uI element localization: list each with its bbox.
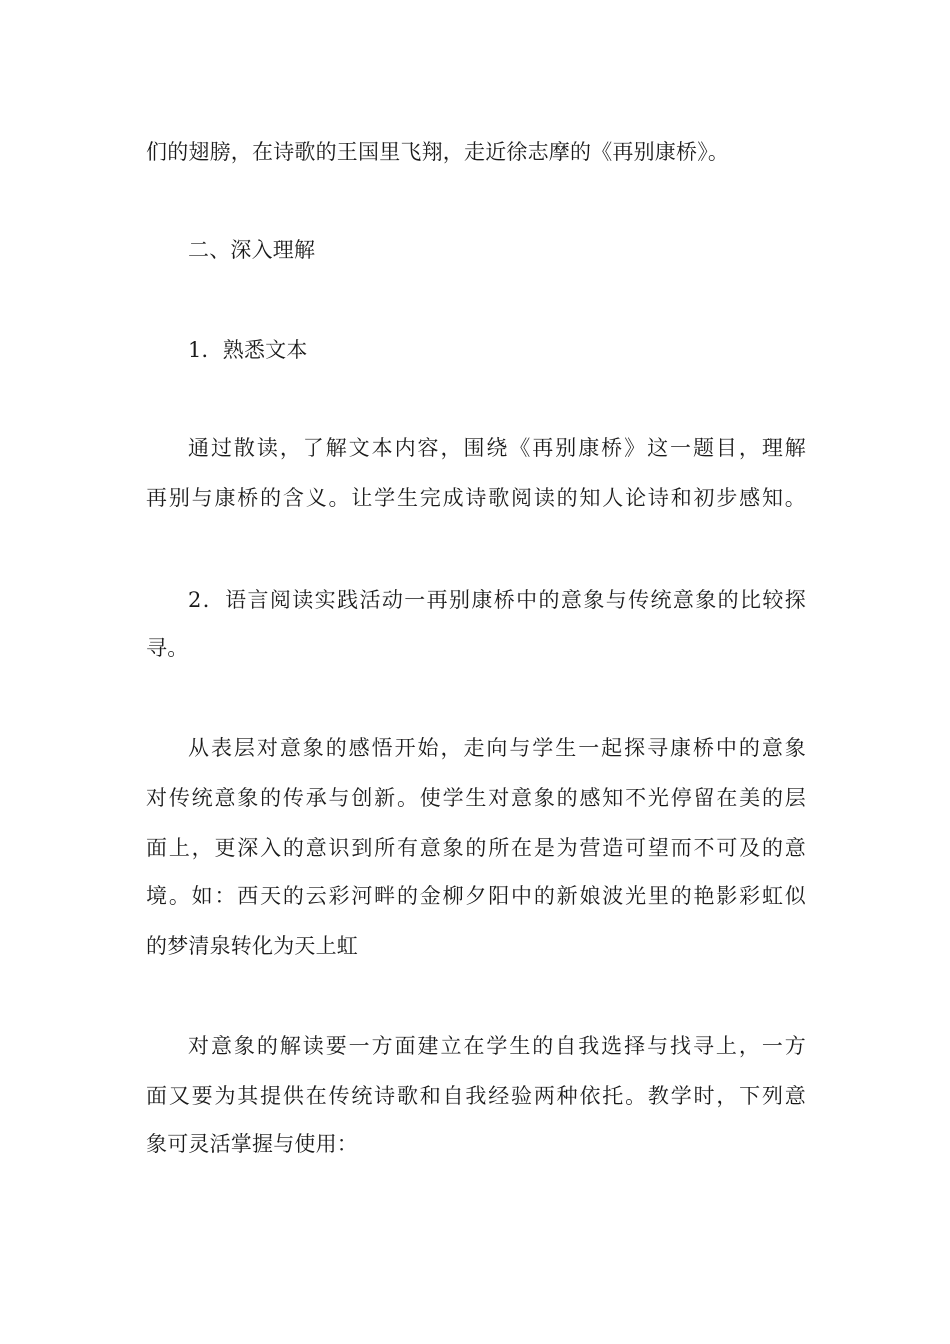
paragraph-line: 面又要为其提供在传统诗歌和自我经验两种依托。教学时，下列意 — [146, 1084, 806, 1108]
subsection-heading: 1．熟悉文本 — [188, 338, 308, 362]
paragraph-line: 对传统意象的传承与创新。使学生对意象的感知不光停留在美的层 — [146, 786, 806, 810]
paragraph-line: 从表层对意象的感悟开始，走向与学生一起探寻康桥中的意象 — [188, 736, 806, 760]
section-heading: 二、深入理解 — [188, 238, 316, 262]
paragraph-line: 境。如：西天的云彩河畔的金柳夕阳中的新娘波光里的艳影彩虹似 — [146, 884, 806, 908]
paragraph-line: 面上，更深入的意识到所有意象的所在是为营造可望而不可及的意 — [146, 836, 806, 860]
subsection-heading: 2．语言阅读实践活动一再别康桥中的意象与传统意象的比较探 — [188, 588, 806, 612]
paragraph-line: 通过散读，了解文本内容，围绕《再别康桥》这一题目，理解 — [188, 436, 806, 460]
paragraph-line: 们的翅膀，在诗歌的王国里飞翔，走近徐志摩的《再别康桥》。 — [146, 140, 730, 164]
paragraph-line: 再别与康桥的含义。让学生完成诗歌阅读的知人论诗和初步感知。 — [146, 486, 806, 510]
paragraph-line: 寻。 — [146, 636, 189, 660]
paragraph-line: 的梦清泉转化为天上虹 — [146, 934, 358, 958]
paragraph-line: 对意象的解读要一方面建立在学生的自我选择与找寻上，一方 — [188, 1034, 806, 1058]
paragraph-line: 象可灵活掌握与使用： — [146, 1132, 358, 1156]
